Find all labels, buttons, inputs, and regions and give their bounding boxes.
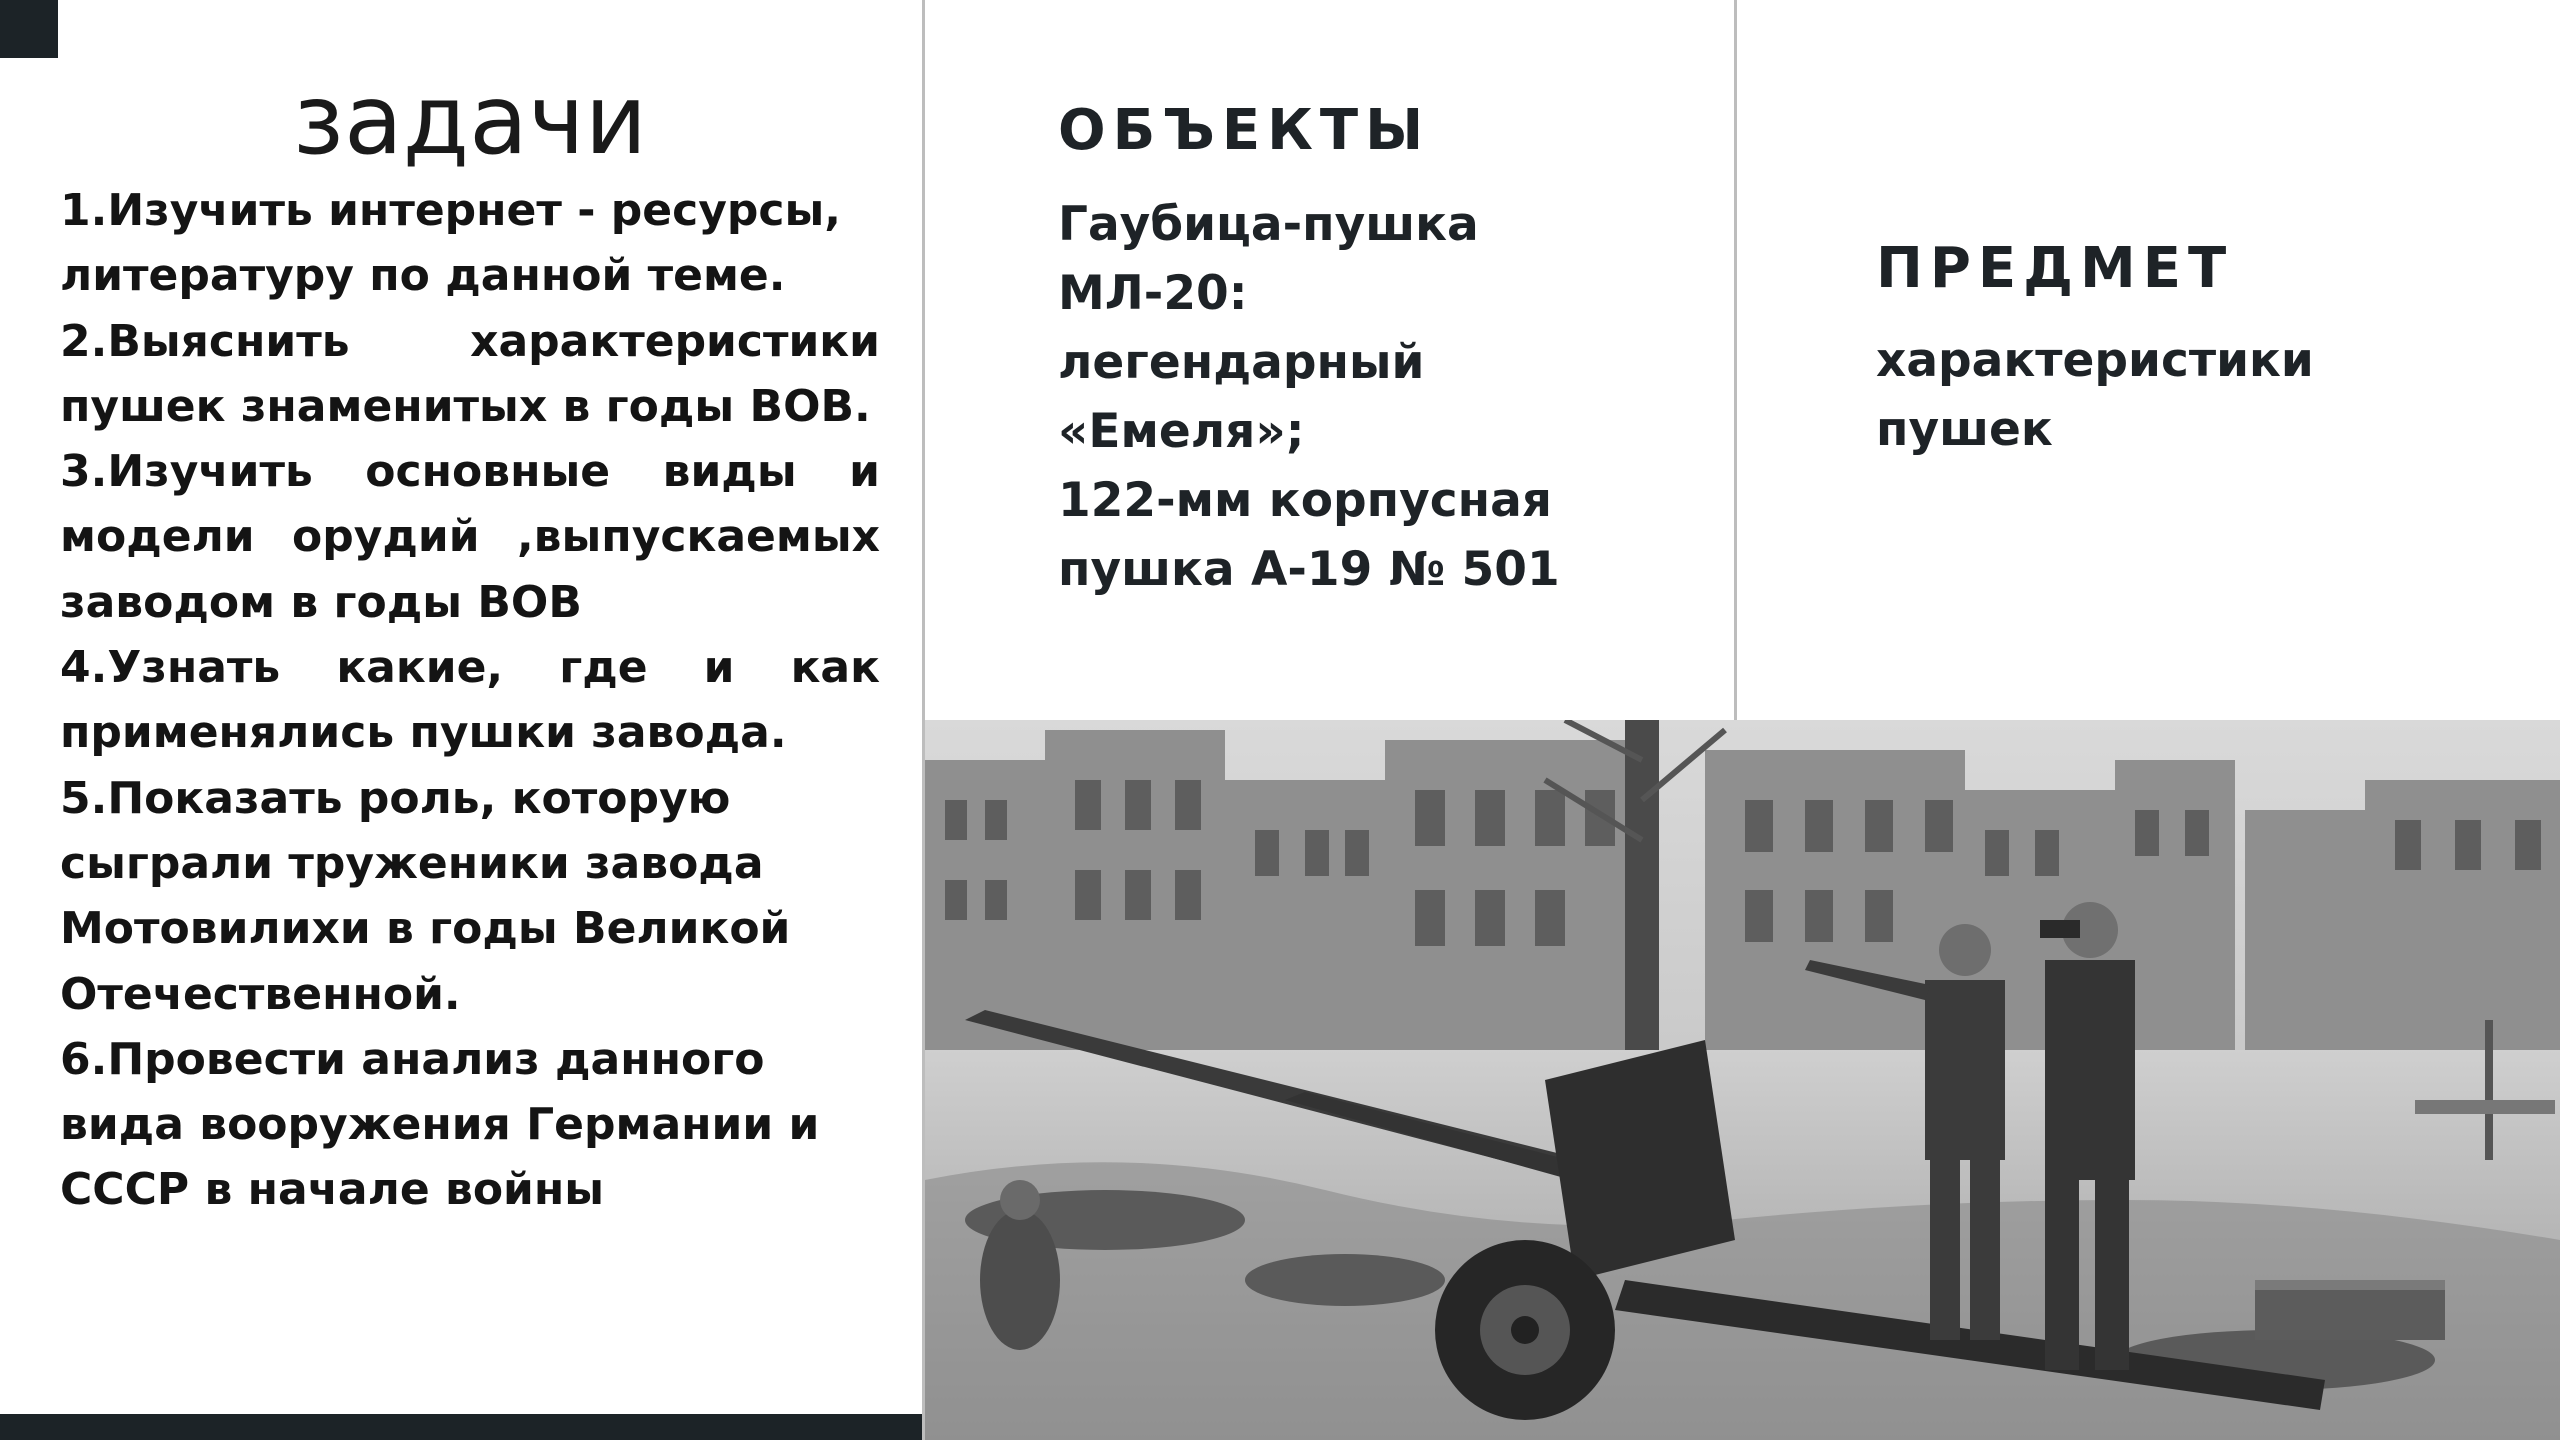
objects-description xyxy=(1058,190,1698,604)
objects-line: легендарный xyxy=(1058,335,1425,390)
objects-line: МЛ-20: xyxy=(1058,266,1248,321)
objects-line: Гаубица-пушка xyxy=(1058,197,1479,252)
bottom-accent-bar xyxy=(0,1414,922,1440)
tasks-title: задачи xyxy=(292,64,648,176)
objects-heading: ОБЪЕКТЫ xyxy=(1058,98,1431,163)
objects-line: «Емеля»; xyxy=(1058,404,1305,459)
objects-line: пушка А-19 № 501 xyxy=(1058,542,1560,597)
objects-line: 122-мм корпусная xyxy=(1058,473,1552,528)
column-divider-right xyxy=(1734,0,1737,720)
task-item-4: 4.Узнать какие, где и как применялись пушки завода. xyxy=(60,642,880,759)
task-item-2: 2.Выяснить характеристики пушек знаменитых в годы ВОВ. xyxy=(60,315,880,432)
task-item-1: 1.Изучить интернет - ресурсы, литературу по данной теме. xyxy=(60,185,841,302)
subject-line: характеристики xyxy=(1876,333,2314,388)
task-item-6: 6.Провести анализ данного вида вооружения Германии и СССР в начале войны xyxy=(60,1033,820,1216)
task-item-3: 3.Изучить основные виды и модели орудий ,выпускаемых заводом в годы ВОВ xyxy=(60,446,880,628)
task-item-5: 5.Показать роль, которую сыграли труженики завода Мотовилихи в годы Великой Отечественной. xyxy=(60,772,791,1020)
subject-description xyxy=(1876,326,2516,464)
subject-heading: ПРЕДМЕТ xyxy=(1876,236,2234,301)
subject-line: пушек xyxy=(1876,402,2053,457)
tasks-list xyxy=(60,178,880,1223)
wartime-artillery-photo xyxy=(925,720,2560,1440)
tasks-panel xyxy=(0,0,922,1414)
